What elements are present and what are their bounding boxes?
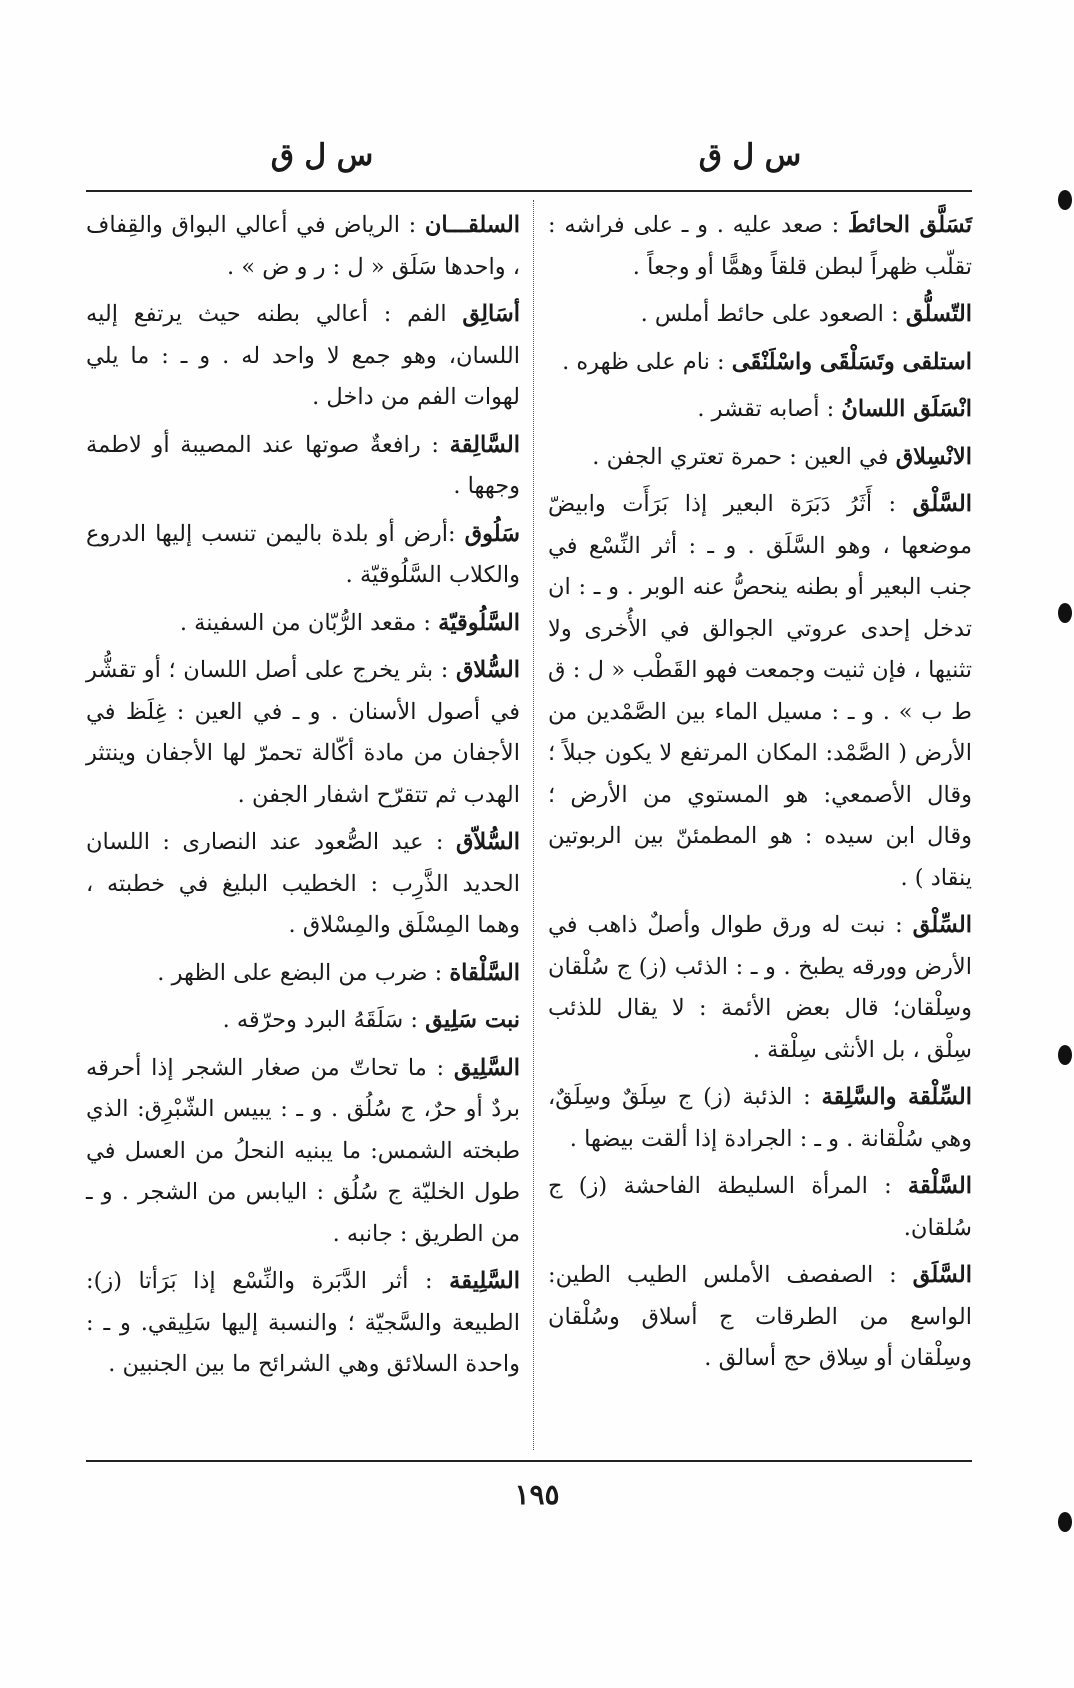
- entry-headword: السَّلْق: [912, 491, 972, 517]
- entry-headword: الانْسِلاق: [895, 443, 972, 470]
- dictionary-entry: [86, 205, 520, 288]
- entry-headword: السِّلْق: [912, 912, 972, 938]
- right-column: [548, 205, 972, 1386]
- dictionary-entry: [86, 1261, 520, 1386]
- entry-headword: السُّلاق: [455, 657, 520, 683]
- dictionary-entry: [548, 905, 972, 1071]
- dictionary-entry: [548, 484, 972, 899]
- footer-rule: [86, 1460, 972, 1462]
- running-header-left: س ل ق: [270, 138, 374, 173]
- entry-definition: : الصعود على حائط أملس .: [640, 301, 899, 327]
- dictionary-entry: [86, 1048, 520, 1256]
- dictionary-entry: [86, 953, 520, 995]
- punch-hole-mark: [1058, 1045, 1072, 1065]
- column-divider: [533, 200, 534, 1450]
- entry-headword: السُّلاّق: [455, 829, 520, 855]
- entry-definition: : الصفصف الأملس الطيب الطين: الواسع من الطرقات ج أسلاق وسُلْقان وسِلْقان أو سِلاق حج أسالق .: [548, 1262, 972, 1371]
- entry-definition: : نبت له ورق طوال وأصلٌ ذاهب في الأرض وورقه يطبخ . و ـ : الذئب (ز) ج سُلْقان وسِلْقان؛ قال بعض الأئمة : لا يقال للذئب سِلْق ، بل الأنثى سِلْقة .: [548, 912, 972, 1063]
- entry-headword: نبت سَلِيق: [425, 1007, 520, 1033]
- dictionary-entry: [86, 603, 520, 645]
- entry-definition: : المرأة السليطة الفاحشة (ز) ج سُلقان.: [548, 1173, 972, 1241]
- entry-definition: : سَلَقَهُ البرد وحرّقه .: [222, 1007, 418, 1033]
- dictionary-entry: [548, 1255, 972, 1380]
- page-number: ١٩٥: [514, 1478, 560, 1511]
- dictionary-entry: [548, 437, 972, 479]
- dictionary-entry: [86, 1000, 520, 1042]
- entry-headword: السَّلِيقة: [449, 1268, 521, 1294]
- entry-definition: : مقعد الرُّبّان من السفينة .: [179, 609, 431, 636]
- entry-headword: التّسلُّق: [905, 301, 972, 327]
- entry-headword: انْسَلَق اللسانُ: [841, 396, 972, 422]
- dictionary-entry: [548, 1077, 972, 1160]
- header-rule: [86, 190, 972, 192]
- entry-definition: :أرض أو بلدة باليمن تنسب إليها الدروع والكلاب السَّلُوقيّة .: [86, 520, 520, 588]
- entry-definition: : أصابه تقشر .: [697, 396, 835, 422]
- dictionary-entry: [86, 425, 520, 508]
- entry-definition: الفم : أعالي بطنه حيث يرتفع إليه اللسان، وهو جمع لا واحد له . و ـ : ما يلي لهوات الفم من داخل .: [86, 301, 520, 410]
- entry-definition: في العين : حمرة تعتري الجفن .: [592, 443, 889, 470]
- entry-headword: استلقى وتَسَلْقَى واسْلَنْقَى: [731, 348, 972, 375]
- entry-definition: : أثر الدَّبَرة والنِّسْع إذا بَرَأتا (ز): الطبيعة والسَّجيّة ؛ والنسبة إليها سَلِيقي. و ـ : واحدة السلائق وهي الشرائح ما بين الجنبين .: [86, 1268, 520, 1377]
- dictionary-entry: [548, 342, 972, 384]
- entry-headword: السلقـــان: [424, 212, 520, 238]
- punch-hole-mark: [1058, 603, 1072, 623]
- entry-definition: : رافعةٌ صوتها عند المصيبة أو لاطمة وجهها .: [86, 431, 520, 499]
- punch-hole-mark: [1058, 190, 1072, 210]
- entry-headword: تَسَلَّق الحائطَ: [847, 212, 972, 238]
- entry-definition: : أَثَرُ دَبَرَة البعير إذا بَرَأَت وابيضّ موضعها ، وهو السَّلَق . و ـ : أثر النِّسْع في جنب البعير أو بطنه ينحصُّ عنه الوبر . و ـ : ان تدخل إحدى عروتي الجوالق في الأُخرى ولا تثنيها ، فإن ثنيت وجمعت فهو القَطْب « ل : ق ط ب » . و ـ : مسيل الماء بين الصَّمْدين من الأرض ( الصَّمْد: المكان المرتفع لا يكون جبلاً ؛ وقال الأصمعي: هو المستوي من الأرض ؛ وقال ابن سيده : هو المطمئنّ بين الربوتين ينقاد ) .: [548, 491, 972, 891]
- entry-headword: السَّلِيق: [453, 1054, 520, 1081]
- entry-headword: السَّلَق: [912, 1262, 972, 1288]
- entry-definition: : بثر يخرج على أصل اللسان ؛ أو تقشُّر في أصول الأسنان . و ـ في العين : غِلَظ في الأجفان من مادة أكّالة تحمرّ لها الأجفان وينتثر الهدب ثم تتقرّح اشفار الجفن .: [86, 657, 520, 808]
- entry-definition: : عيد الصُّعود عند النصارى : اللسان الحديد الذَّرِب : الخطيب البليغ في خطبته ، وهما المِسْلَق والمِسْلاق .: [86, 829, 520, 938]
- dictionary-entry: [86, 294, 520, 419]
- punch-hole-mark: [1058, 1512, 1072, 1532]
- entry-definition: : الرياض في أعالي البواق والقِفاف ، واحدها سَلَق « ل : ر و ض » .: [86, 212, 520, 280]
- entry-headword: السَّالِقة: [449, 431, 520, 458]
- dictionary-entry: [86, 822, 520, 947]
- entry-headword: أسَالِق: [462, 301, 521, 327]
- entry-definition: : ضرب من البضع على الظهر .: [157, 959, 443, 986]
- dictionary-entry: [86, 650, 520, 816]
- entry-headword: السِّلْقة والسَّلِقة: [821, 1084, 973, 1110]
- entry-definition: : الذئبة (ز) ج سِلَقٌ وسِلَقٌ، وهي سُلْقانة . و ـ : الجرادة إذا ألقت بيضها .: [548, 1084, 972, 1152]
- dictionary-entry: [86, 514, 520, 597]
- running-header-right: س ل ق: [698, 138, 802, 173]
- dictionary-entry: [548, 389, 972, 431]
- dictionary-entry: [548, 1166, 972, 1249]
- dictionary-entry: [548, 205, 972, 288]
- entry-headword: سَلُوق: [464, 520, 520, 547]
- left-column: [86, 205, 520, 1392]
- entry-definition: : صعد عليه . و ـ على فراشه : تقلّب ظهراً لبطن قلقاً وهمًّا أو وجعاً .: [548, 212, 972, 280]
- entry-headword: السَّلْقة: [907, 1173, 972, 1199]
- entry-headword: السَّلْقاة: [449, 959, 520, 986]
- dictionary-entry: [548, 294, 972, 336]
- entry-definition: : نام على ظهره .: [562, 348, 725, 375]
- entry-headword: السَّلُوقيّة: [438, 609, 520, 636]
- entry-definition: : ما تحاتّ من صغار الشجر إذا أحرقه بردٌ أو حرٌ، ج سُلُق . و ـ : يبيس الشّبْرِق: الذي طبخته الشمس: ما يبنيه النحلُ من العسل في طول الخليّة ج سُلُق : اليابس من الشجر . و ـ من الطريق : جانبه .: [86, 1054, 520, 1247]
